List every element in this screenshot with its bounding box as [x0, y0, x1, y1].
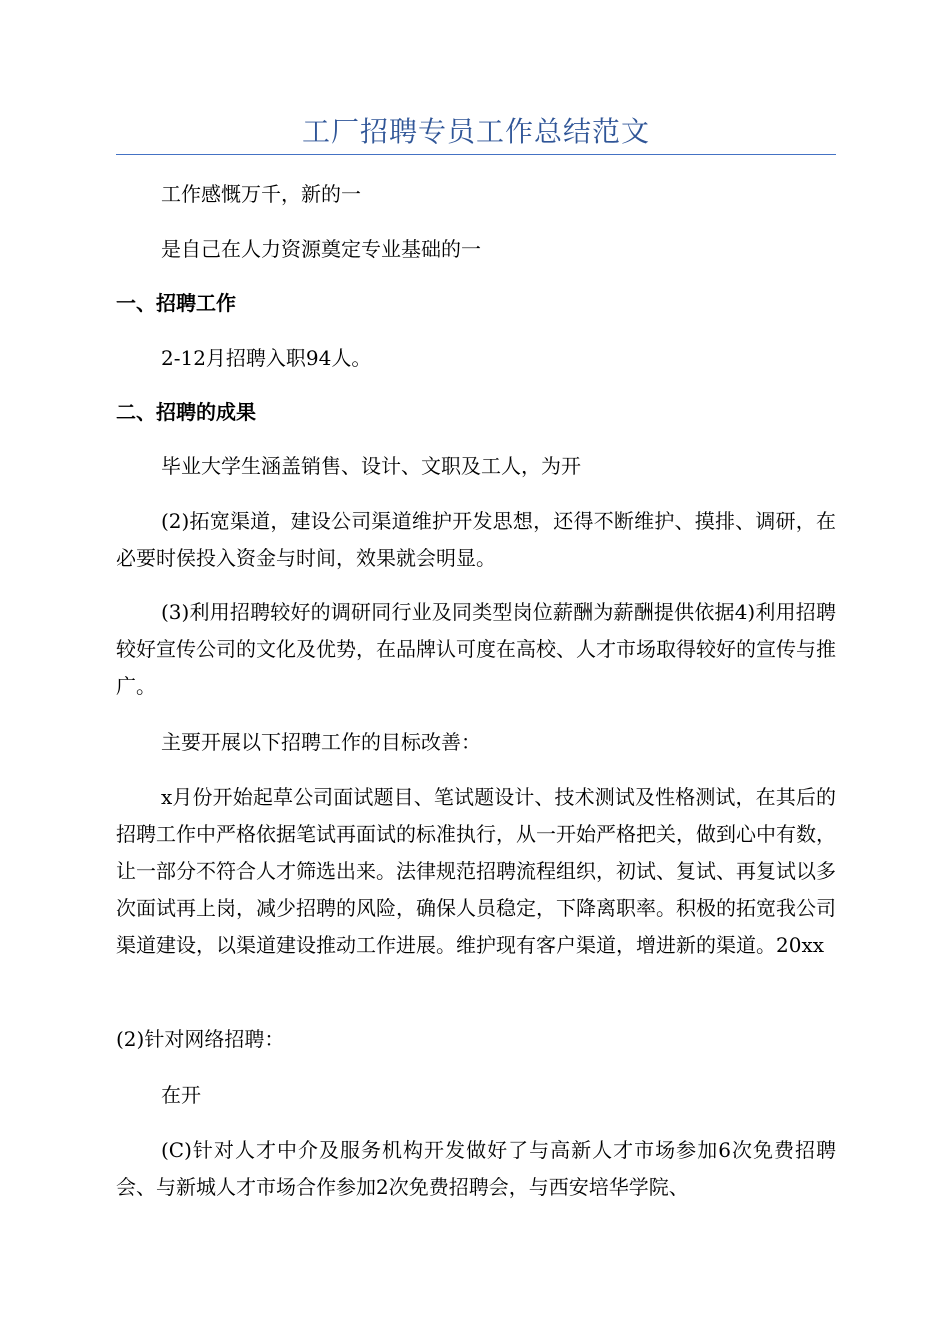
heading-recruitment-results: 二、招聘的成果 — [116, 400, 256, 424]
paragraph-interview-process: x月份开始起草公司面试题目、笔试题设计、技术测试及性格测试，在其后的招聘工作中严格依据笔试再面试的标准执行，从一开始严格把关，做到心中有数，让一部分不符合人才筛选出来。法律规范招聘流程组织，初试、复试、再复试以多次面试再上岗，减少招聘的风险，确保人员稳定，下降离职率。积极的拓宽我公司渠道建设，以渠道建设推动工作进展。维护现有客户渠道，增进新的渠道。20xx — [116, 785, 836, 957]
heading-recruitment-work: 一、招聘工作 — [116, 291, 236, 315]
paragraph-intro: 工作感慨万千，新的一 — [161, 182, 361, 206]
document-title: 工厂招聘专员工作总结范文 — [301, 115, 650, 148]
title-underline — [116, 154, 836, 155]
paragraph-salary-research: (3)利用招聘较好的调研同行业及同类型岗位薪酬为薪酬提供依据4)利用招聘较好宣传公司的文化及优势，在品牌认可度在高校、人才市场取得较好的宣传与推广。 — [116, 600, 836, 698]
paragraph-goals-intro: 主要开展以下招聘工作的目标改善： — [161, 730, 481, 754]
paragraph-fragment: 在开 — [161, 1083, 201, 1107]
paragraph-agencies: (C)针对人才中介及服务机构开发做好了与高新人才市场参加6次免费招聘会、与新城人才市场合作参加2次免费招聘会，与西安培华学院、 — [116, 1138, 836, 1199]
paragraph-foundation: 是自己在人力资源奠定专业基础的一 — [161, 237, 481, 261]
paragraph-hires-count: 2-12月招聘入职94人。 — [161, 346, 372, 370]
paragraph-graduates: 毕业大学生涵盖销售、设计、文职及工人，为开 — [161, 454, 581, 478]
paragraph-channels: (2)拓宽渠道，建设公司渠道维护开发思想，还得不断维护、摸排、调研，在必要时侯投入资金与时间，效果就会明显。 — [116, 509, 836, 570]
paragraph-online-recruitment: (2)针对网络招聘： — [116, 1027, 285, 1051]
